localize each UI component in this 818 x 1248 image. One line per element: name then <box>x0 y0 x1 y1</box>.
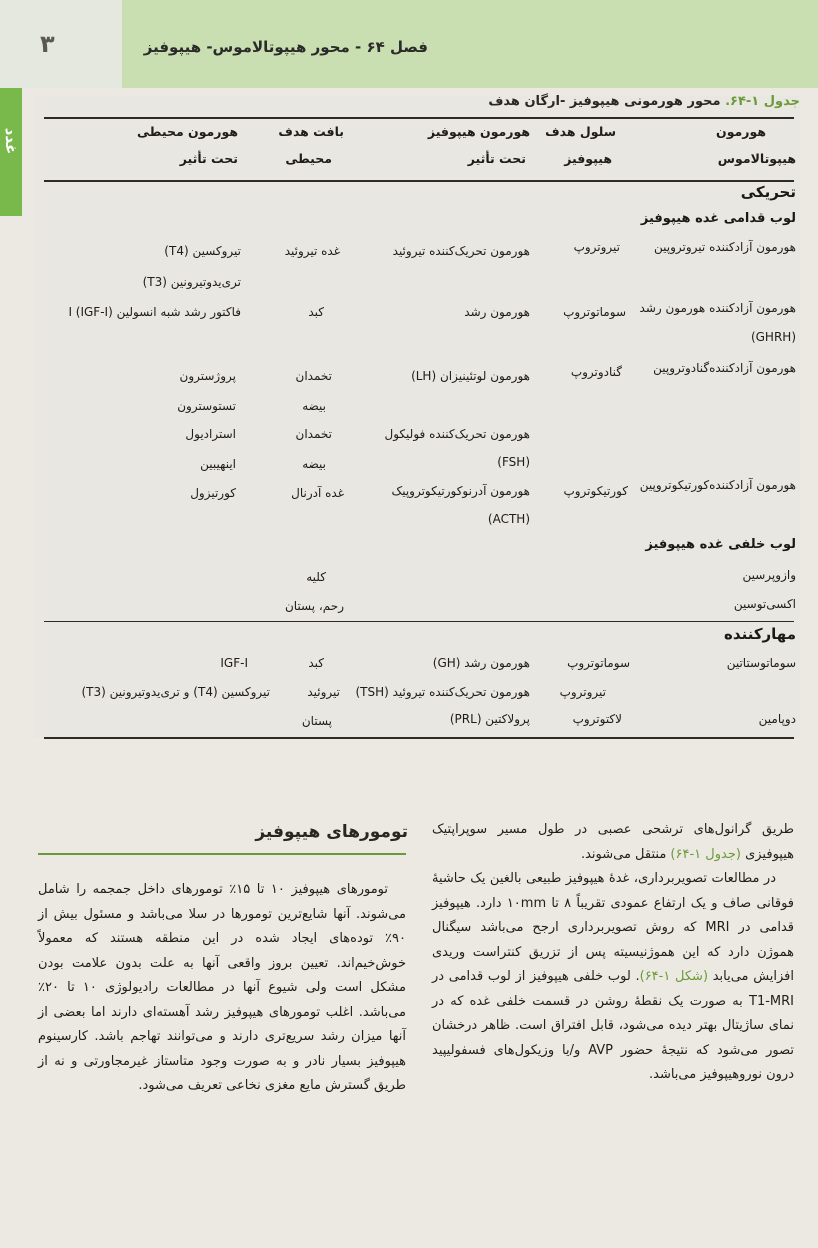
chapter-title: فصل ۶۴ - محور هیپوتالاموس- هیپوفیز <box>143 38 428 56</box>
paragraph-imaging <box>432 867 794 1088</box>
fsh-pituitary-1: هورمون تحریک‌کننده فولیکول <box>384 427 530 441</box>
oxytocin-hypothalamic: اکسی‌توسین <box>733 597 796 611</box>
dopamine-pituitary: پرولاکتین (PRL) <box>449 712 530 726</box>
col-header-tissue-2: محیطی <box>285 151 332 166</box>
right-column-text <box>432 818 794 1088</box>
dopamine-tissue: پستان <box>301 714 332 728</box>
trh-tissue: غده تیروئید <box>284 244 340 258</box>
p2-text-b: . لوب خلفی هیپوفیز از لوب قدامی در T1-MRI به صورت یک نقطهٔ روشن در قسمت خلفی غده که در نمای ساژیتال بهتر دیده می‌شود، قابل افتراق است. ظاهر درخشان تصور می‌شود که نتیجهٔ حضور AVP و/یا وزیکول‌های فسفولیپید درون نوروهیپوفیز می‌باشد. <box>432 969 794 1082</box>
crh-pituitary-1: هورمون آدرنوکورتیکوتروپیک <box>391 484 530 498</box>
table-reference-link[interactable]: (جدول ۱-۶۴) <box>670 846 741 862</box>
dopamine-hypothalamic: دوپامین <box>758 712 796 726</box>
ghrh-tissue: کبد <box>308 305 324 319</box>
subsection-posterior-lobe: لوب خلفی غده هیپوفیز <box>645 537 796 552</box>
table-header-rule <box>44 180 794 182</box>
fsh-tissue-ovary: تخمدان <box>295 427 332 441</box>
dopamine-cell: لاکتوتروپ <box>572 712 622 726</box>
somatostatin-pituitary-2: هورمون تحریک‌کننده تیروئید (TSH) <box>355 685 530 699</box>
col-header-cell-2: هیپوفیز <box>564 151 612 166</box>
somatostatin-peripheral-1: IGF-I <box>220 656 248 670</box>
table-top-rule <box>44 117 794 119</box>
vasopressin-hypothalamic: وازوپرسین <box>742 568 796 582</box>
somatostatin-peripheral-2: تیروکسین (T4) و تری‌یدوتیرونین (T3) <box>81 685 270 699</box>
col-header-pituitary-1: هورمون هیپوفیز <box>427 124 530 139</box>
table-caption-number: جدول ۱-۶۴. <box>725 94 800 109</box>
ghrh-peripheral: فاکتور رشد شبه انسولین I (IGF-I) <box>68 305 241 319</box>
crh-peripheral: کورتیزول <box>190 486 236 500</box>
crh-tissue: غده آدرنال <box>291 486 344 500</box>
table-caption <box>488 94 800 109</box>
col-header-peripheral-1: هورمون محیطی <box>137 124 238 139</box>
p2-text-a: در مطالعات تصویربرداری، غدهٔ هیپوفیز طبیعی بالغین یک حاشیهٔ فوقانی صاف و یک ارتفاع عمودی تقریباً ۸ تا ۱۰mm دارد. هیپوفیز قدامی در MRI که روش تصویربرداری ارجح می‌باشد سیگنال هموژن دارد که این هموژنیسیته پس از تزریق کنتراست وریدی افزایش می‌یابد <box>432 871 795 984</box>
trh-hypothalamic: هورمون آزادکننده تیروتروپین <box>654 240 796 254</box>
col-header-hypothalamic-1: هورمون <box>716 124 766 139</box>
somatostatin-cell-2: تیروتروپ <box>559 685 606 699</box>
p1-text-b: منتقل می‌شوند. <box>580 846 671 862</box>
section-title-pituitary-tumors: تومورهای هیپوفیز <box>255 822 408 842</box>
table-bottom-rule <box>44 737 794 739</box>
somatostatin-tissue-1: کبد <box>308 656 324 670</box>
somatostatin-cell-1: سوماتوتروپ <box>567 656 630 670</box>
crh-pituitary-2: (ACTH) <box>487 512 530 526</box>
section-stimulatory: تحریکی <box>740 183 796 201</box>
col-header-hypothalamic-2: هیپوتالاموس <box>717 151 796 166</box>
crh-cell: کورتیکوتروپ <box>563 484 628 498</box>
oxytocin-tissue: رحم، پستان <box>284 599 344 613</box>
paragraph-pituitary-tumors: تومورهای هیپوفیز ۱۰ تا ۱۵٪ تومورهای داخل جمجمه را شامل می‌شوند. آنها شایع‌ترین تومورها در سلا می‌باشد و مسئول بیش از ۹۰٪ توده‌های ایجاد شده در این منطقه هستند که معمولاً خوش‌خیم‌اند. تعیین بروز واقعی آنها به علت بدون علامت بودن مشکل است ولی شیوع آنها در مطالعات رادیولوژی ۱۰ تا ۲۰٪ می‌باشد. اغلب تومورهای هیپوفیز رشد آهسته‌ای دارند اما بعضی از آنها میزان رشد سریع‌تری دارند و می‌توانند تهاجم باشد. کارسینوم هیپوفیز بسیار نادر و به صورت وجود متاستاز غیرمجاورتی و نه از طریق گسترش مایع مغزی نخاعی تعریف می‌شود. <box>38 882 406 1093</box>
trh-peripheral-2: تری‌یدوتیرونین (T3) <box>142 275 241 289</box>
p1-text-a: طریق گرانول‌های ترشحی عصبی در طول مسیر سوپراپتیک هیپوفیزی <box>432 822 794 862</box>
hormone-table <box>34 96 800 738</box>
ghrh-hypothalamic-1: هورمون آزادکننده هورمون رشد <box>639 301 796 315</box>
somatostatin-hypothalamic: سوماتوستاتین <box>726 656 796 670</box>
side-tab-label: غدد <box>2 127 20 155</box>
lh-pituitary: هورمون لوتئینیزان (LH) <box>411 369 530 383</box>
lh-peripheral-testosterone: تستوسترون <box>177 399 236 413</box>
col-header-tissue-1: بافت هدف <box>278 124 344 139</box>
fsh-peripheral-estradiol: استرادیول <box>185 427 236 441</box>
vasopressin-tissue: کلیه <box>306 570 326 584</box>
col-header-peripheral-2: تحت تأثیر <box>179 151 238 166</box>
trh-peripheral-1: تیروکسین (T4) <box>164 244 241 258</box>
gnrh-hypothalamic: هورمون آزادکننده‌گنادوتروپین <box>653 361 796 375</box>
lh-peripheral-progesterone: پروژسترون <box>179 369 236 383</box>
col-header-pituitary-2: تحت تأثیر <box>467 151 526 166</box>
table-section-rule <box>44 621 794 622</box>
somatostatin-pituitary-1: هورمون رشد (GH) <box>432 656 530 670</box>
gnrh-cell: گنادوتروپ <box>570 365 622 379</box>
somatostatin-tissue-2: تیروئید <box>307 685 340 699</box>
lh-tissue-ovary: تخمدان <box>295 369 332 383</box>
section-title-underline <box>38 853 406 855</box>
figure-reference-link[interactable]: (شکل ۱-۶۴) <box>639 969 709 984</box>
section-inhibitory: مهارکننده <box>724 625 796 643</box>
table-caption-text: محور هورمونی هیپوفیز -ارگان هدف <box>488 94 726 109</box>
ghrh-cell: سوماتوتروپ <box>563 305 626 319</box>
page-number: ۳ <box>40 30 55 58</box>
lh-tissue-testis: بیضه <box>302 399 326 413</box>
left-column-text <box>38 878 406 1099</box>
subsection-anterior-lobe: لوب قدامی غده هیپوفیز <box>640 211 796 226</box>
ghrh-pituitary: هورمون رشد <box>464 305 530 319</box>
chapter-side-tab <box>0 88 22 216</box>
paragraph-secretory-granules <box>432 818 794 867</box>
ghrh-hypothalamic-2: (GHRH) <box>750 330 796 344</box>
fsh-pituitary-2: (FSH) <box>497 455 530 469</box>
fsh-peripheral-inhibin: اینهیبین <box>200 457 236 471</box>
fsh-tissue-testis: بیضه <box>302 457 326 471</box>
trh-pituitary: هورمون تحریک‌کننده تیروئید <box>392 244 530 258</box>
col-header-cell-1: سلول هدف <box>545 124 616 139</box>
crh-hypothalamic: هورمون آزادکننده‌کورتیکوتروپین <box>639 478 796 492</box>
trh-cell: تیروتروپ <box>573 240 620 254</box>
